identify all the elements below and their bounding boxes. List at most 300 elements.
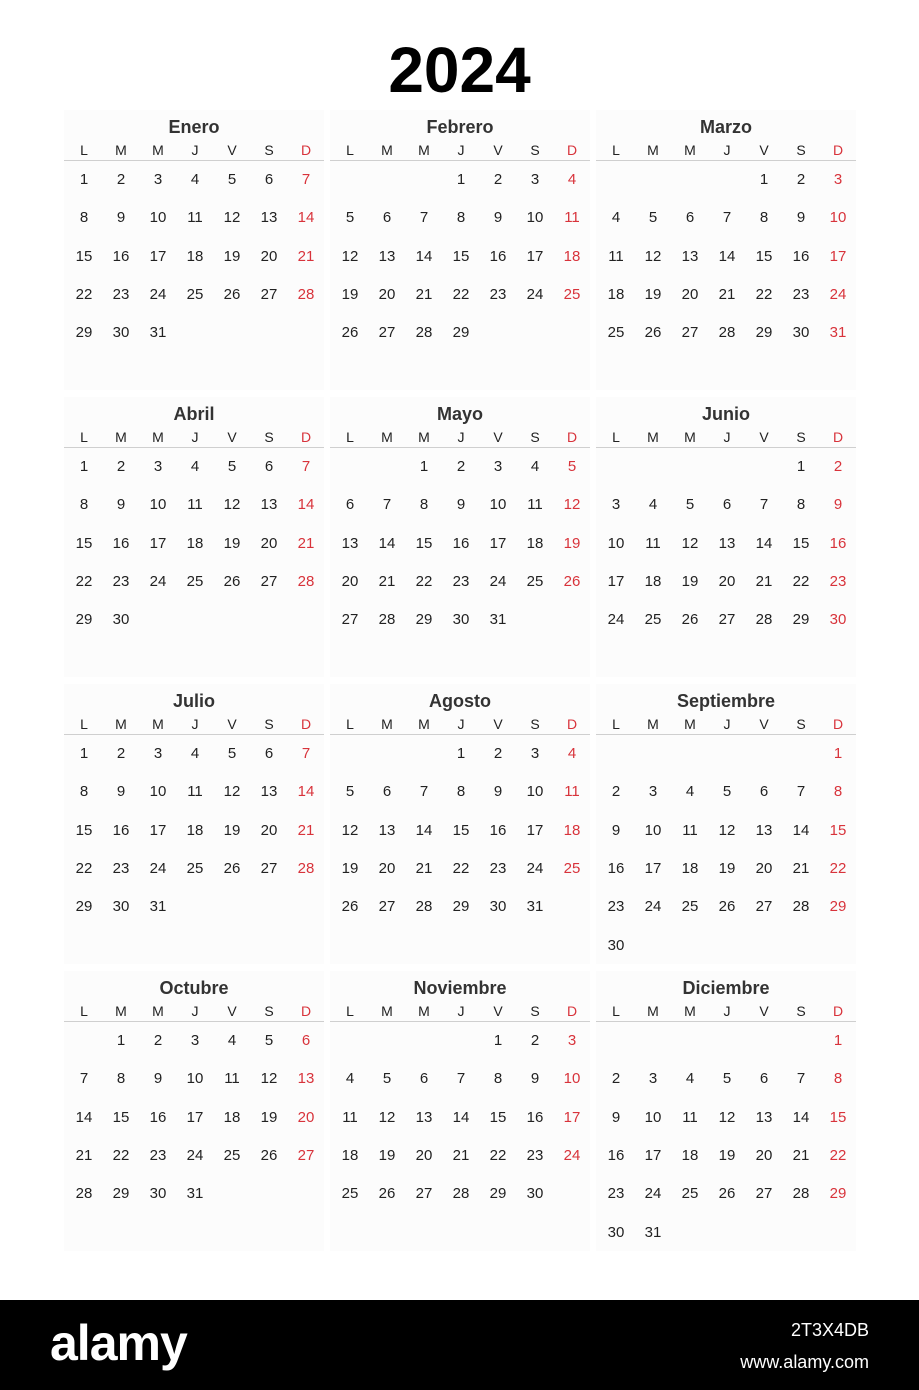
weekday-header: D bbox=[832, 142, 844, 158]
weekday-header: V bbox=[493, 429, 503, 445]
day-cell: 18 bbox=[341, 1146, 359, 1164]
day-cell: 18 bbox=[681, 1146, 699, 1164]
weekday-header-row bbox=[330, 427, 590, 448]
day-cell: 14 bbox=[718, 247, 736, 265]
day-cell: 11 bbox=[187, 783, 203, 801]
day-cell: 30 bbox=[112, 324, 130, 342]
month-name: Abril bbox=[173, 404, 215, 424]
day-cell: 14 bbox=[415, 821, 433, 839]
day-cell: 26 bbox=[341, 898, 359, 916]
weekday-header: M bbox=[418, 716, 430, 732]
day-cell: 5 bbox=[227, 458, 237, 475]
day-cell: 14 bbox=[75, 1108, 93, 1126]
day-cell: 9 bbox=[833, 496, 843, 514]
day-cell: 15 bbox=[829, 821, 847, 839]
day-cell: 15 bbox=[415, 534, 433, 552]
day-cell: 6 bbox=[722, 496, 732, 514]
weekday-header: L bbox=[612, 429, 620, 445]
day-cell: 21 bbox=[792, 1146, 810, 1164]
day-cell: 11 bbox=[342, 1108, 358, 1126]
month-septiembre bbox=[596, 684, 856, 964]
weekday-header: M bbox=[381, 142, 393, 158]
weekday-header: V bbox=[759, 429, 769, 445]
day-cell: 27 bbox=[755, 1185, 773, 1203]
weekday-header-row bbox=[596, 1001, 856, 1022]
day-cell: 27 bbox=[341, 611, 359, 629]
day-cell: 4 bbox=[227, 1032, 237, 1049]
weekday-header: M bbox=[152, 716, 164, 732]
weekday-header: M bbox=[647, 429, 659, 445]
day-cell: 15 bbox=[75, 821, 93, 839]
day-cell: 9 bbox=[116, 496, 126, 514]
weekday-header: M bbox=[152, 429, 164, 445]
weekday-header: L bbox=[346, 142, 354, 158]
weekday-header: L bbox=[612, 1003, 620, 1019]
weekday-header: J bbox=[457, 142, 465, 158]
day-cell: 17 bbox=[644, 859, 662, 877]
month-name: Julio bbox=[172, 691, 215, 711]
month-marzo bbox=[596, 110, 856, 390]
day-cell: 16 bbox=[607, 859, 625, 877]
weekday-header: V bbox=[759, 1003, 769, 1019]
day-cell: 22 bbox=[415, 572, 433, 590]
day-cell: 26 bbox=[223, 572, 241, 590]
day-cell: 14 bbox=[415, 247, 433, 265]
weekday-header: L bbox=[612, 142, 620, 158]
day-cell: 26 bbox=[223, 285, 241, 303]
day-cell: 12 bbox=[341, 247, 359, 265]
day-cell: 7 bbox=[382, 496, 392, 514]
day-cell: 21 bbox=[75, 1146, 93, 1164]
day-cell: 17 bbox=[149, 534, 167, 552]
day-cell: 21 bbox=[297, 534, 315, 552]
weekday-header: V bbox=[227, 429, 237, 445]
day-cell: 25 bbox=[223, 1146, 241, 1164]
day-cell: 13 bbox=[378, 247, 396, 265]
weekday-header: L bbox=[346, 429, 354, 445]
day-cell: 4 bbox=[685, 783, 695, 801]
day-cell: 24 bbox=[644, 898, 662, 916]
weekday-header: M bbox=[684, 429, 696, 445]
day-cell: 2 bbox=[493, 745, 503, 762]
day-cell: 1 bbox=[833, 1032, 843, 1049]
day-cell: 29 bbox=[792, 611, 810, 629]
month-julio bbox=[64, 684, 324, 964]
weekday-header: M bbox=[684, 142, 696, 158]
day-cell: 4 bbox=[611, 209, 621, 227]
day-cell: 2 bbox=[116, 458, 126, 475]
day-cell: 19 bbox=[718, 859, 736, 877]
day-cell: 19 bbox=[341, 859, 359, 877]
weekday-header: M bbox=[418, 429, 430, 445]
day-cell: 19 bbox=[681, 572, 699, 590]
day-cell: 23 bbox=[607, 1185, 625, 1203]
day-cell: 4 bbox=[685, 1070, 695, 1088]
day-cell: 7 bbox=[79, 1070, 89, 1088]
day-cell: 21 bbox=[718, 285, 736, 303]
day-cell: 5 bbox=[567, 458, 577, 475]
day-cell: 28 bbox=[415, 324, 433, 342]
day-cell: 14 bbox=[297, 496, 315, 514]
day-cell: 25 bbox=[607, 324, 625, 342]
day-cell: 2 bbox=[456, 458, 466, 475]
day-cell: 23 bbox=[526, 1146, 544, 1164]
day-cell: 22 bbox=[452, 859, 470, 877]
day-cell: 23 bbox=[829, 572, 847, 590]
day-cell: 25 bbox=[681, 898, 699, 916]
weekday-header: D bbox=[832, 716, 844, 732]
weekday-header: J bbox=[191, 716, 199, 732]
day-cell: 21 bbox=[415, 285, 433, 303]
day-cell: 24 bbox=[149, 285, 167, 303]
day-cell: 13 bbox=[297, 1070, 315, 1088]
day-cell: 24 bbox=[149, 859, 167, 877]
day-cell: 20 bbox=[260, 534, 278, 552]
day-cell: 6 bbox=[301, 1032, 311, 1049]
weekday-header: L bbox=[80, 716, 88, 732]
day-cell: 7 bbox=[419, 783, 429, 801]
day-cell: 20 bbox=[415, 1146, 433, 1164]
month-name: Septiembre bbox=[676, 691, 776, 711]
day-cell: 9 bbox=[116, 783, 126, 801]
day-cell: 16 bbox=[607, 1146, 625, 1164]
day-cell: 30 bbox=[112, 898, 130, 916]
weekday-header: J bbox=[723, 716, 731, 732]
day-cell: 31 bbox=[829, 324, 847, 342]
day-cell: 28 bbox=[718, 324, 736, 342]
day-cell: 8 bbox=[79, 783, 89, 801]
day-cell: 17 bbox=[526, 247, 544, 265]
day-cell: 10 bbox=[149, 209, 167, 227]
day-cell: 21 bbox=[452, 1146, 470, 1164]
weekday-header: S bbox=[264, 142, 274, 158]
day-cell: 20 bbox=[378, 859, 396, 877]
day-cell: 24 bbox=[607, 611, 625, 629]
month-mayo bbox=[330, 397, 590, 677]
weekday-header: M bbox=[115, 429, 127, 445]
day-cell: 8 bbox=[493, 1070, 503, 1088]
day-cell: 28 bbox=[297, 285, 315, 303]
day-cell: 14 bbox=[297, 783, 315, 801]
day-cell: 7 bbox=[722, 209, 732, 227]
day-cell: 22 bbox=[792, 572, 810, 590]
day-cell: 12 bbox=[223, 209, 241, 227]
day-cell: 3 bbox=[530, 745, 540, 762]
day-cell: 1 bbox=[796, 458, 806, 475]
weekday-header: V bbox=[759, 716, 769, 732]
month-agosto bbox=[330, 684, 590, 964]
day-cell: 27 bbox=[378, 898, 396, 916]
day-cell: 6 bbox=[345, 496, 355, 514]
day-cell: 27 bbox=[297, 1146, 315, 1164]
day-cell: 29 bbox=[829, 898, 847, 916]
day-cell: 23 bbox=[112, 285, 130, 303]
day-cell: 30 bbox=[829, 611, 847, 629]
day-cell: 21 bbox=[415, 859, 433, 877]
day-cell: 13 bbox=[755, 821, 773, 839]
day-cell: 8 bbox=[759, 209, 769, 227]
day-cell: 12 bbox=[378, 1108, 396, 1126]
day-cell: 16 bbox=[112, 821, 130, 839]
day-cell: 6 bbox=[419, 1070, 429, 1088]
month-name: Enero bbox=[168, 117, 220, 137]
day-cell: 16 bbox=[149, 1108, 167, 1126]
day-cell: 8 bbox=[116, 1070, 126, 1088]
month-noviembre bbox=[330, 971, 590, 1251]
day-cell: 8 bbox=[456, 209, 466, 227]
day-cell: 25 bbox=[563, 285, 581, 303]
day-cell: 11 bbox=[608, 247, 624, 265]
day-cell: 4 bbox=[190, 458, 200, 475]
day-cell: 7 bbox=[301, 171, 311, 188]
month-name: Junio bbox=[702, 404, 750, 424]
weekday-header: M bbox=[647, 1003, 659, 1019]
day-cell: 13 bbox=[755, 1108, 773, 1126]
day-cell: 25 bbox=[186, 859, 204, 877]
day-cell: 2 bbox=[116, 745, 126, 762]
weekday-header: D bbox=[300, 429, 312, 445]
day-cell: 22 bbox=[829, 859, 847, 877]
day-cell: 13 bbox=[260, 209, 278, 227]
day-cell: 6 bbox=[759, 1070, 769, 1088]
weekday-header: L bbox=[80, 142, 88, 158]
day-cell: 6 bbox=[264, 745, 274, 762]
day-cell: 1 bbox=[79, 458, 89, 475]
weekday-header: M bbox=[115, 142, 127, 158]
day-cell: 30 bbox=[607, 1223, 625, 1241]
day-cell: 28 bbox=[297, 859, 315, 877]
day-cell: 29 bbox=[452, 898, 470, 916]
weekday-header: D bbox=[300, 1003, 312, 1019]
day-cell: 14 bbox=[378, 534, 396, 552]
weekday-header: M bbox=[115, 716, 127, 732]
day-cell: 15 bbox=[75, 534, 93, 552]
weekday-header: D bbox=[300, 142, 312, 158]
day-cell: 23 bbox=[607, 898, 625, 916]
day-cell: 26 bbox=[378, 1185, 396, 1203]
day-cell: 17 bbox=[563, 1108, 581, 1126]
day-cell: 9 bbox=[116, 209, 126, 227]
day-cell: 15 bbox=[792, 534, 810, 552]
day-cell: 7 bbox=[419, 209, 429, 227]
day-cell: 3 bbox=[153, 458, 163, 475]
day-cell: 2 bbox=[153, 1032, 163, 1049]
day-cell: 27 bbox=[718, 611, 736, 629]
day-cell: 21 bbox=[792, 859, 810, 877]
day-cell: 16 bbox=[829, 534, 847, 552]
day-cell: 26 bbox=[681, 611, 699, 629]
day-cell: 17 bbox=[149, 247, 167, 265]
weekday-header: J bbox=[191, 1003, 199, 1019]
day-cell: 7 bbox=[759, 496, 769, 514]
day-cell: 28 bbox=[755, 611, 773, 629]
day-cell: 26 bbox=[223, 859, 241, 877]
day-cell: 3 bbox=[530, 171, 540, 188]
day-cell: 23 bbox=[112, 859, 130, 877]
day-cell: 3 bbox=[190, 1032, 200, 1049]
day-cell: 4 bbox=[530, 458, 540, 475]
day-cell: 22 bbox=[75, 285, 93, 303]
day-cell: 28 bbox=[378, 611, 396, 629]
day-cell: 13 bbox=[260, 496, 278, 514]
day-cell: 23 bbox=[792, 285, 810, 303]
day-cell: 5 bbox=[722, 783, 732, 801]
day-cell: 6 bbox=[382, 783, 392, 801]
weekday-header: M bbox=[381, 429, 393, 445]
day-cell: 10 bbox=[489, 496, 507, 514]
day-cell: 15 bbox=[75, 247, 93, 265]
day-cell: 18 bbox=[563, 821, 581, 839]
day-cell: 2 bbox=[493, 171, 503, 188]
day-cell: 6 bbox=[382, 209, 392, 227]
day-cell: 15 bbox=[112, 1108, 130, 1126]
month-name: Agosto bbox=[429, 691, 491, 711]
day-cell: 10 bbox=[644, 1108, 662, 1126]
day-cell: 5 bbox=[382, 1070, 392, 1088]
day-cell: 29 bbox=[755, 324, 773, 342]
day-cell: 26 bbox=[341, 324, 359, 342]
day-cell: 29 bbox=[489, 1185, 507, 1203]
weekday-header: M bbox=[115, 1003, 127, 1019]
day-cell: 8 bbox=[796, 496, 806, 514]
day-cell: 13 bbox=[378, 821, 396, 839]
day-cell: 24 bbox=[149, 572, 167, 590]
weekday-header: S bbox=[796, 716, 806, 732]
day-cell: 12 bbox=[644, 247, 662, 265]
day-cell: 5 bbox=[685, 496, 695, 514]
day-cell: 11 bbox=[682, 1108, 698, 1126]
day-cell: 18 bbox=[186, 534, 204, 552]
day-cell: 28 bbox=[792, 898, 810, 916]
day-cell: 30 bbox=[149, 1185, 167, 1203]
weekday-header: S bbox=[264, 716, 274, 732]
day-cell: 4 bbox=[345, 1070, 355, 1088]
weekday-header: J bbox=[723, 1003, 731, 1019]
day-cell: 27 bbox=[415, 1185, 433, 1203]
day-cell: 29 bbox=[75, 324, 93, 342]
day-cell: 15 bbox=[755, 247, 773, 265]
day-cell: 2 bbox=[611, 783, 621, 801]
day-cell: 16 bbox=[452, 534, 470, 552]
day-cell: 10 bbox=[149, 496, 167, 514]
day-cell: 3 bbox=[833, 171, 843, 188]
weekday-header: L bbox=[346, 1003, 354, 1019]
day-cell: 11 bbox=[187, 496, 203, 514]
weekday-header: V bbox=[493, 716, 503, 732]
day-cell: 25 bbox=[341, 1185, 359, 1203]
day-cell: 18 bbox=[223, 1108, 241, 1126]
weekday-header: D bbox=[566, 1003, 578, 1019]
day-cell: 28 bbox=[415, 898, 433, 916]
day-cell: 9 bbox=[611, 1108, 621, 1126]
day-cell: 14 bbox=[792, 821, 810, 839]
day-cell: 23 bbox=[489, 859, 507, 877]
day-cell: 13 bbox=[415, 1108, 433, 1126]
day-cell: 15 bbox=[489, 1108, 507, 1126]
weekday-header: M bbox=[647, 716, 659, 732]
day-cell: 15 bbox=[452, 821, 470, 839]
day-cell: 29 bbox=[75, 898, 93, 916]
day-cell: 24 bbox=[526, 285, 544, 303]
weekday-header-row bbox=[330, 140, 590, 161]
weekday-header: J bbox=[723, 429, 731, 445]
day-cell: 27 bbox=[260, 859, 278, 877]
day-cell: 20 bbox=[718, 572, 736, 590]
weekday-header: M bbox=[418, 142, 430, 158]
day-cell: 11 bbox=[564, 209, 580, 227]
day-cell: 12 bbox=[341, 821, 359, 839]
day-cell: 2 bbox=[796, 171, 806, 188]
weekday-header-row bbox=[596, 140, 856, 161]
day-cell: 13 bbox=[718, 534, 736, 552]
day-cell: 6 bbox=[264, 171, 274, 188]
weekday-header: D bbox=[566, 429, 578, 445]
day-cell: 22 bbox=[489, 1146, 507, 1164]
weekday-header: S bbox=[530, 716, 540, 732]
day-cell: 9 bbox=[796, 209, 806, 227]
day-cell: 18 bbox=[526, 534, 544, 552]
weekday-header-row bbox=[64, 427, 324, 448]
day-cell: 27 bbox=[755, 898, 773, 916]
day-cell: 4 bbox=[190, 745, 200, 762]
day-cell: 7 bbox=[796, 783, 806, 801]
day-cell: 31 bbox=[149, 898, 167, 916]
day-cell: 8 bbox=[79, 496, 89, 514]
day-cell: 20 bbox=[681, 285, 699, 303]
weekday-header: D bbox=[566, 142, 578, 158]
day-cell: 2 bbox=[530, 1032, 540, 1049]
day-cell: 26 bbox=[718, 1185, 736, 1203]
month-diciembre bbox=[596, 971, 856, 1251]
weekday-header: S bbox=[796, 142, 806, 158]
day-cell: 12 bbox=[718, 1108, 736, 1126]
day-cell: 22 bbox=[829, 1146, 847, 1164]
day-cell: 4 bbox=[567, 171, 577, 188]
day-cell: 21 bbox=[297, 821, 315, 839]
day-cell: 23 bbox=[452, 572, 470, 590]
day-cell: 18 bbox=[644, 572, 662, 590]
day-cell: 16 bbox=[112, 247, 130, 265]
day-cell: 22 bbox=[452, 285, 470, 303]
weekday-header: L bbox=[612, 716, 620, 732]
day-cell: 16 bbox=[526, 1108, 544, 1126]
weekday-header: M bbox=[152, 142, 164, 158]
day-cell: 5 bbox=[648, 209, 658, 227]
day-cell: 29 bbox=[112, 1185, 130, 1203]
day-cell: 24 bbox=[644, 1185, 662, 1203]
weekday-header: M bbox=[381, 716, 393, 732]
day-cell: 29 bbox=[829, 1185, 847, 1203]
day-cell: 19 bbox=[223, 534, 241, 552]
day-cell: 28 bbox=[75, 1185, 93, 1203]
day-cell: 20 bbox=[260, 821, 278, 839]
month-junio bbox=[596, 397, 856, 677]
weekday-header-row bbox=[330, 714, 590, 735]
day-cell: 15 bbox=[829, 1108, 847, 1126]
day-cell: 22 bbox=[755, 285, 773, 303]
weekday-header: V bbox=[493, 142, 503, 158]
weekday-header: D bbox=[300, 716, 312, 732]
day-cell: 11 bbox=[645, 534, 661, 552]
day-cell: 3 bbox=[493, 458, 503, 475]
weekday-header: V bbox=[227, 142, 237, 158]
day-cell: 18 bbox=[607, 285, 625, 303]
day-cell: 17 bbox=[829, 247, 847, 265]
image-id: 2T3X4DB bbox=[790, 1320, 869, 1340]
day-cell: 18 bbox=[681, 859, 699, 877]
day-cell: 21 bbox=[378, 572, 396, 590]
month-name: Octubre bbox=[159, 978, 229, 998]
